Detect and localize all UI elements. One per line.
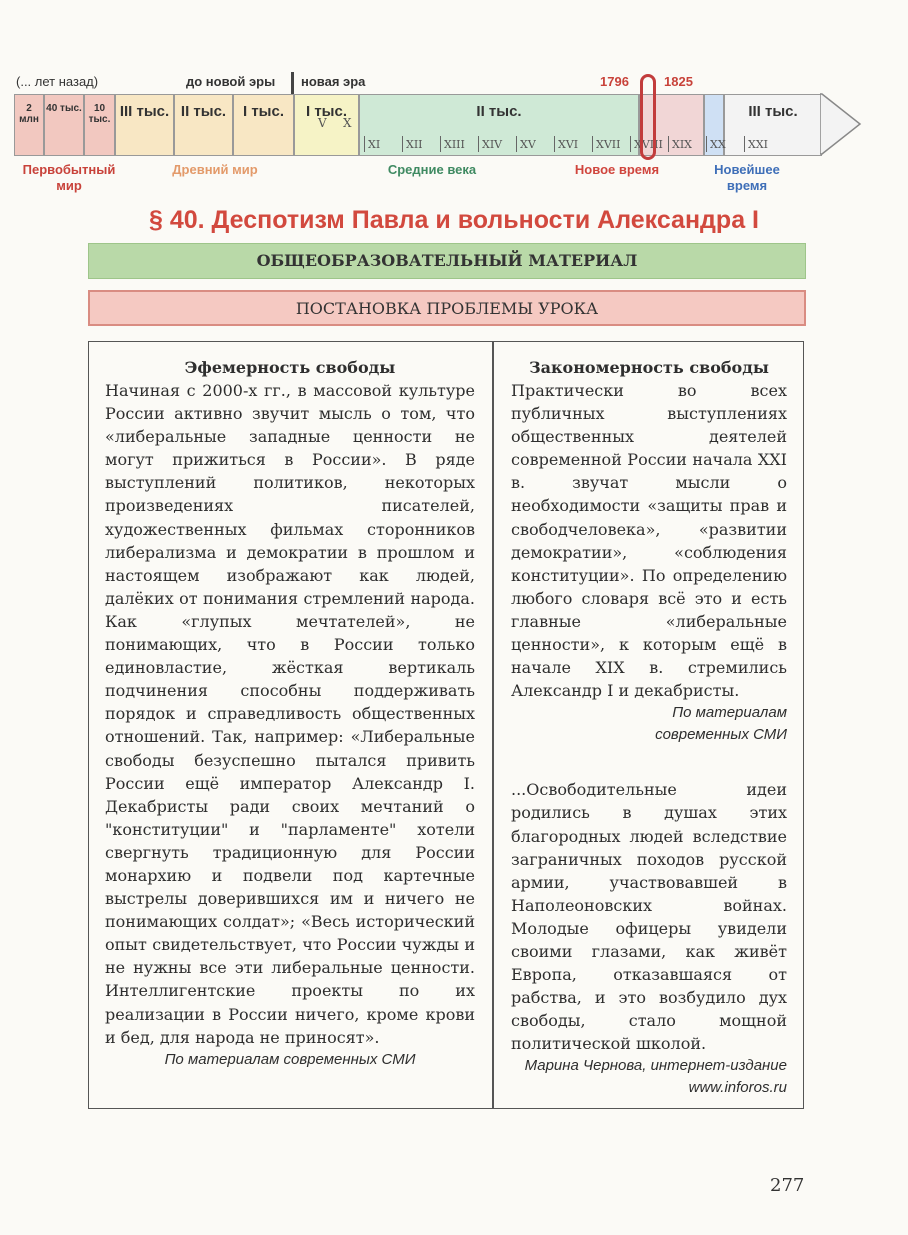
century-xvi: XVI	[558, 138, 579, 151]
timeline	[0, 0, 908, 200]
century-xix: XIX	[672, 138, 693, 151]
seg-40k	[44, 94, 84, 156]
section-title: § 40. Деспотизм Павла и вольности Александра I	[149, 206, 759, 234]
year-1825: 1825	[664, 74, 693, 89]
content-box	[88, 341, 804, 1109]
year-1796: 1796	[600, 74, 629, 89]
right-heading: Закономерность свободы	[529, 358, 769, 377]
century-tick	[440, 136, 441, 152]
seg-10k-label: 10 тыс.	[88, 103, 111, 125]
seg-2mln	[14, 94, 44, 156]
century-tick	[478, 136, 479, 152]
century-xxi: XXI	[748, 138, 769, 151]
era-newest: Новейшее время	[714, 162, 780, 193]
right-source-1: По материалам современных СМИ	[655, 704, 787, 744]
century-tick	[364, 136, 365, 152]
century-xiv: XIV	[482, 138, 503, 151]
seg-1k-ad-label: I тыс.	[305, 103, 347, 120]
century-xi: XI	[368, 138, 381, 151]
page-number: 277	[770, 1175, 805, 1196]
century-tick	[516, 136, 517, 152]
century-tick	[630, 136, 631, 152]
column-divider	[492, 342, 494, 1108]
seg-2k-bc	[174, 94, 233, 156]
century-tick	[554, 136, 555, 152]
century-xviii: XVIII	[634, 138, 663, 151]
seg-2k-ad-label: II тыс.	[476, 103, 522, 120]
seg-3k-ad	[724, 94, 822, 156]
left-text: Начиная с 2000-х гг., в массовой культуре России активно звучит мысль о том, что «либеральные западные ценности не могут прижиться в России». В ряде выступлений политиков, некоторых произведениях писателей, художественных фильмах сторонников либерализма и демократии в прошлом и настоящем изображают как людей, далёких от понимания стремлений народа. Как «глупых мечтателей», не понимающих, что в России только единовластие, жёсткая вертикаль подчинения способны поддерживать порядок и справедливость общественных отношений. Так, например: «Либеральные свободы безуспешно пытался привить России ещё император Александр I. Декабристы ради своих мечтаний о "конституции" и "парламенте" хотели свергнуть традиционную для России монархию и подвели под картечные выстрелы доверившихся им и ничего не понимающих солдат»; «Весь исторический опыт свидетельствует, что России чужды и не нужны все эти либеральные ценности. Интеллигентские проекты по их реализации в России ничего, кроме крови и бед, для народа не приносят».	[105, 381, 475, 1047]
seg-2k-bc-label: II тыс.	[180, 103, 227, 120]
century-xv: XV	[520, 138, 536, 151]
century-tick	[402, 136, 403, 152]
banner-general-material: ОБЩЕОБРАЗОВАТЕЛЬНЫЙ МАТЕРИАЛ	[88, 243, 806, 279]
era-primitive: Первобытный мир	[22, 162, 116, 193]
right-source-2: Марина Чернова, интернет-издание www.inforos.ru	[524, 1057, 787, 1097]
century-xiii: XIII	[444, 138, 465, 151]
seg-3k-bc-label: III тыс.	[119, 103, 170, 120]
left-column	[105, 356, 475, 1071]
seg-3k-bc	[115, 94, 174, 156]
seg-1k-bc-label: I тыс.	[242, 103, 284, 120]
roman-x: X	[343, 116, 352, 130]
ad-label: новая эра	[301, 74, 366, 89]
seg-3k-ad-label: III тыс.	[748, 103, 798, 120]
left-heading: Эфемерность свободы	[184, 358, 396, 377]
timeline-arrow-icon	[820, 80, 872, 168]
seg-2mln-label: 2 млн	[19, 103, 39, 125]
seg-40k-label: 40 тыс.	[46, 103, 82, 114]
seg-1k-bc	[233, 94, 294, 156]
century-tick	[706, 136, 707, 152]
highlight-oval	[640, 74, 656, 160]
century-tick	[592, 136, 593, 152]
seg-10k	[84, 94, 115, 156]
years-ago-label: (... лет назад)	[16, 74, 99, 89]
century-tick	[744, 136, 745, 152]
right-text-2: ...Освободительные идеи родились в душах этих благородных людей вследствие заграничных походов русской армии, участвовавшей в Наполеоновских войнах. Молодые офицеры увидели своими глазами, как живёт Европа, отказавшаяся от рабства, и это возбудило дух свободы, стало мощной политической школой.	[511, 780, 787, 1054]
right-text-1: Практически во всех публичных выступлениях общественных деятелей современной России начала XXI в. звучат мысли о необходимости «защиты прав и свободчеловека», «развитии демократии», «соблюдения конституции». По определению любого словаря всё это и есть главные «либеральные ценности», к которым ещё в начале XIX в. стремились Александр I и декабристы.	[511, 381, 787, 701]
era-new: Новое время	[574, 162, 660, 177]
century-xx: XX	[710, 138, 726, 151]
century-xii: XII	[406, 138, 423, 151]
bc-label: до новой эры	[186, 74, 276, 89]
era-ancient: Древний мир	[172, 162, 258, 177]
right-column	[511, 356, 787, 1099]
era-middle: Средние века	[387, 162, 477, 177]
banner-problem-statement: ПОСТАНОВКА ПРОБЛЕМЫ УРОКА	[88, 290, 806, 326]
century-tick	[668, 136, 669, 152]
left-source: По материалам современных СМИ	[164, 1050, 416, 1068]
century-xvii: XVII	[596, 138, 621, 151]
roman-v: V	[318, 116, 327, 130]
